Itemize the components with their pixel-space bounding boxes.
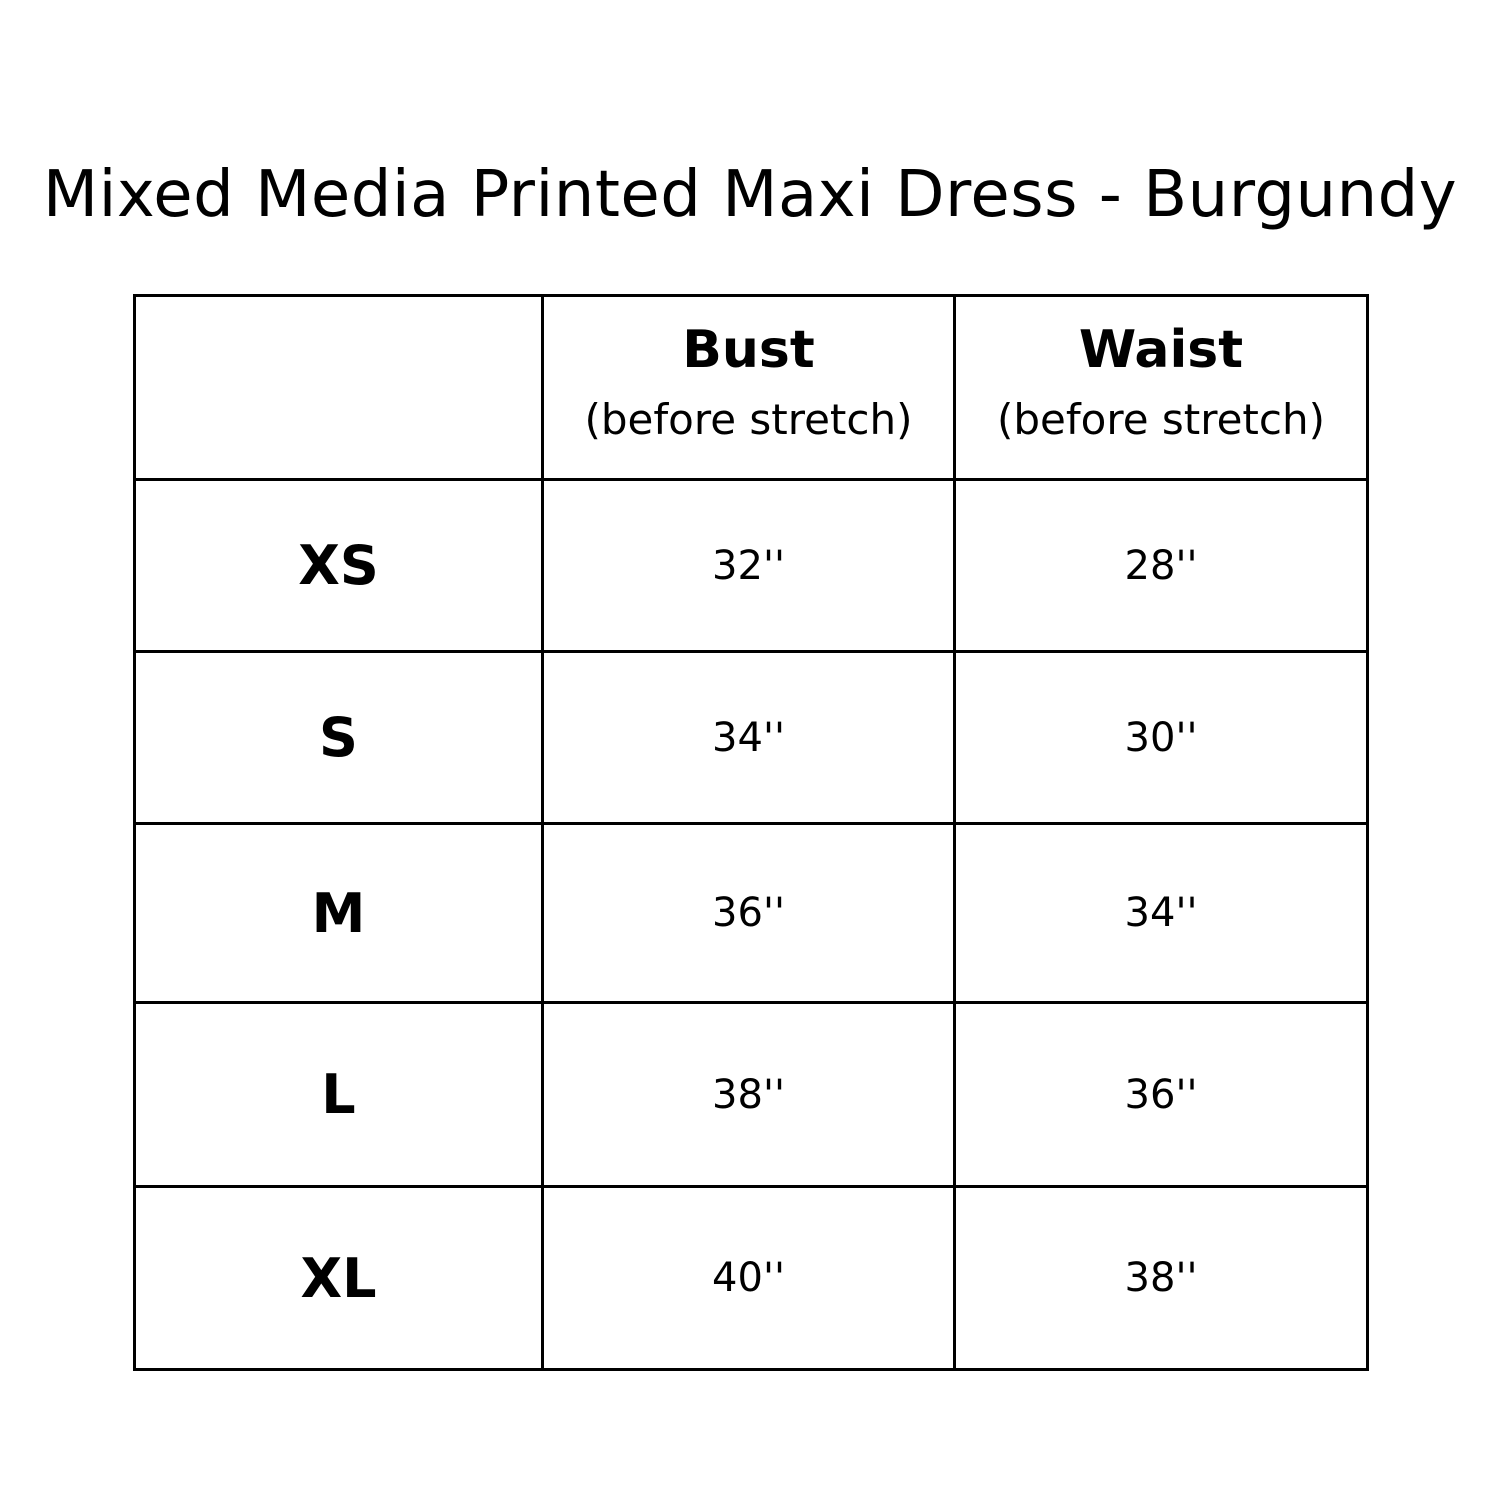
size-chart-table bbox=[133, 294, 1369, 1371]
bust-value: 36'' bbox=[543, 824, 955, 1003]
size-label: XL bbox=[135, 1187, 543, 1370]
column-header-waist: Waist bbox=[1078, 319, 1244, 380]
waist-value: 34'' bbox=[955, 824, 1368, 1003]
header-cell-bust bbox=[543, 296, 955, 480]
column-header-bust: Bust bbox=[682, 319, 815, 380]
waist-value: 28'' bbox=[955, 480, 1368, 652]
waist-value: 38'' bbox=[955, 1187, 1368, 1370]
waist-value: 36'' bbox=[955, 1003, 1368, 1187]
size-label: L bbox=[135, 1003, 543, 1187]
size-label: M bbox=[135, 824, 543, 1003]
bust-value: 38'' bbox=[543, 1003, 955, 1187]
size-label: XS bbox=[135, 480, 543, 652]
table-row bbox=[135, 1003, 1368, 1187]
page-title: Mixed Media Printed Maxi Dress - Burgundy bbox=[42, 158, 1458, 232]
table-row bbox=[135, 480, 1368, 652]
column-subheader-waist: (before stretch) bbox=[996, 394, 1325, 444]
waist-value: 30'' bbox=[955, 652, 1368, 824]
column-subheader-bust: (before stretch) bbox=[584, 394, 913, 444]
header-cell-waist bbox=[955, 296, 1368, 480]
table-row bbox=[135, 824, 1368, 1003]
table-row bbox=[135, 652, 1368, 824]
size-label: S bbox=[135, 652, 543, 824]
bust-value: 32'' bbox=[543, 480, 955, 652]
table-row bbox=[135, 1187, 1368, 1370]
bust-value: 40'' bbox=[543, 1187, 955, 1370]
header-corner-cell bbox=[135, 296, 543, 480]
bust-value: 34'' bbox=[543, 652, 955, 824]
table-header-row bbox=[135, 296, 1368, 480]
